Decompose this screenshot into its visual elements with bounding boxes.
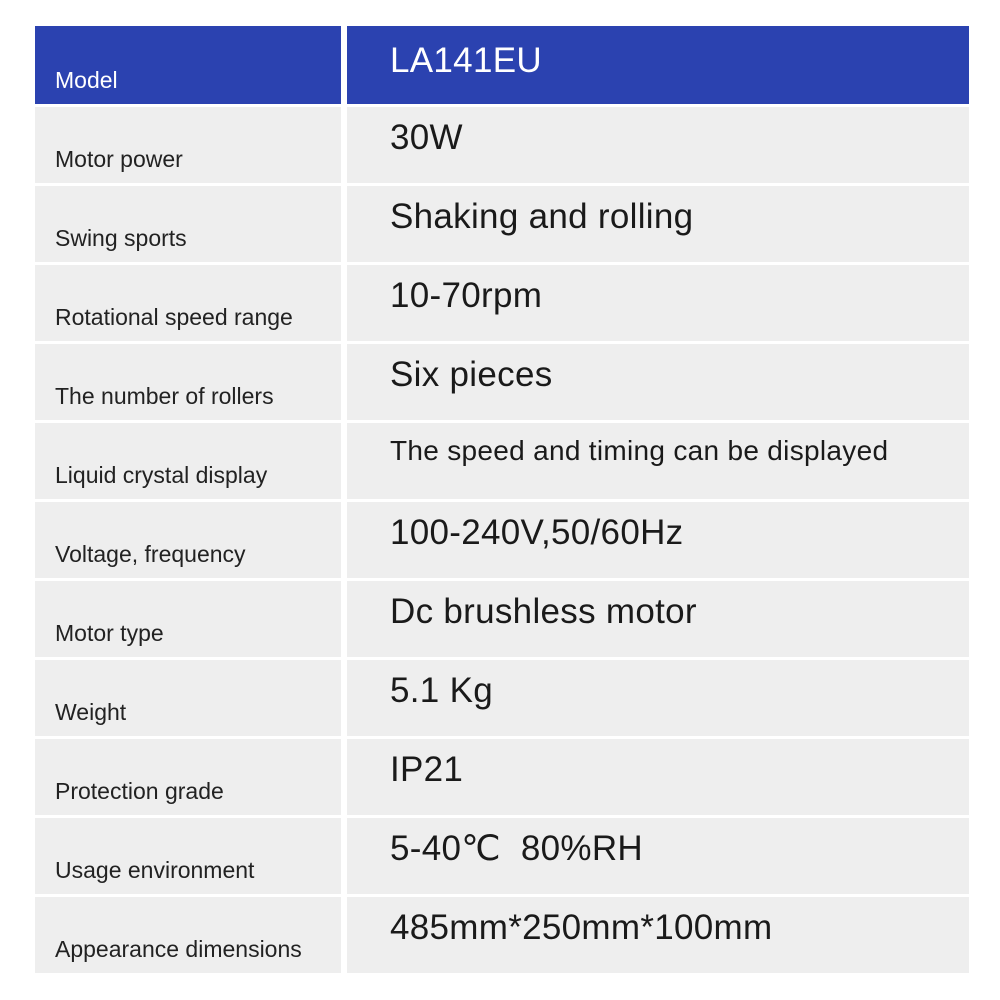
spec-value-usage-environment: 5-40℃ 80%RH <box>390 829 644 868</box>
spec-value-rotational-speed: 10-70rpm <box>390 276 543 315</box>
header-label-cell <box>35 26 341 104</box>
spec-value-lcd: The speed and timing can be displayed <box>390 435 889 466</box>
model-value: LA141EU <box>390 41 542 80</box>
row-value-cell <box>347 344 969 420</box>
row-label-cell <box>35 818 341 894</box>
row-value-cell <box>347 265 969 341</box>
row-label-cell <box>35 186 341 262</box>
header-value-cell <box>347 26 969 104</box>
spec-label-motor-type: Motor type <box>55 620 164 646</box>
row-label-cell <box>35 107 341 183</box>
row-label-cell <box>35 502 341 578</box>
spec-label-number-of-rollers: The number of rollers <box>55 383 274 409</box>
spec-value-motor-power: 30W <box>390 118 463 157</box>
spec-value-number-of-rollers: Six pieces <box>390 355 553 394</box>
spec-label-rotational-speed: Rotational speed range <box>55 304 293 330</box>
spec-label-protection-grade: Protection grade <box>55 778 224 804</box>
row-label-cell <box>35 265 341 341</box>
row-label-cell <box>35 581 341 657</box>
header-label: Model <box>55 67 118 93</box>
spec-label-swing-sports: Swing sports <box>55 225 187 251</box>
spec-label-appearance-dimensions: Appearance dimensions <box>55 936 302 962</box>
row-label-cell <box>35 660 341 736</box>
row-label-cell <box>35 344 341 420</box>
row-label-cell <box>35 739 341 815</box>
row-value-cell <box>347 897 969 973</box>
row-label-cell <box>35 423 341 499</box>
spec-table <box>35 26 969 973</box>
spec-label-lcd: Liquid crystal display <box>55 462 268 488</box>
spec-value-appearance-dimensions: 485mm*250mm*100mm <box>390 908 773 947</box>
row-value-cell <box>347 818 969 894</box>
spec-label-voltage-frequency: Voltage, frequency <box>55 541 246 567</box>
spec-value-motor-type: Dc brushless motor <box>390 592 697 631</box>
row-label-cell <box>35 897 341 973</box>
row-value-cell <box>347 739 969 815</box>
spec-value-swing-sports: Shaking and rolling <box>390 197 694 236</box>
spec-label-weight: Weight <box>55 699 127 725</box>
spec-label-motor-power: Motor power <box>55 146 183 172</box>
row-value-cell <box>347 581 969 657</box>
row-value-cell <box>347 502 969 578</box>
row-value-cell <box>347 660 969 736</box>
spec-value-weight: 5.1 Kg <box>390 671 493 710</box>
spec-value-voltage-frequency: 100-240V,50/60Hz <box>390 513 684 552</box>
row-value-cell <box>347 107 969 183</box>
spec-label-usage-environment: Usage environment <box>55 857 255 883</box>
row-value-cell <box>347 186 969 262</box>
row-value-cell <box>347 423 969 499</box>
spec-value-protection-grade: IP21 <box>390 750 464 789</box>
